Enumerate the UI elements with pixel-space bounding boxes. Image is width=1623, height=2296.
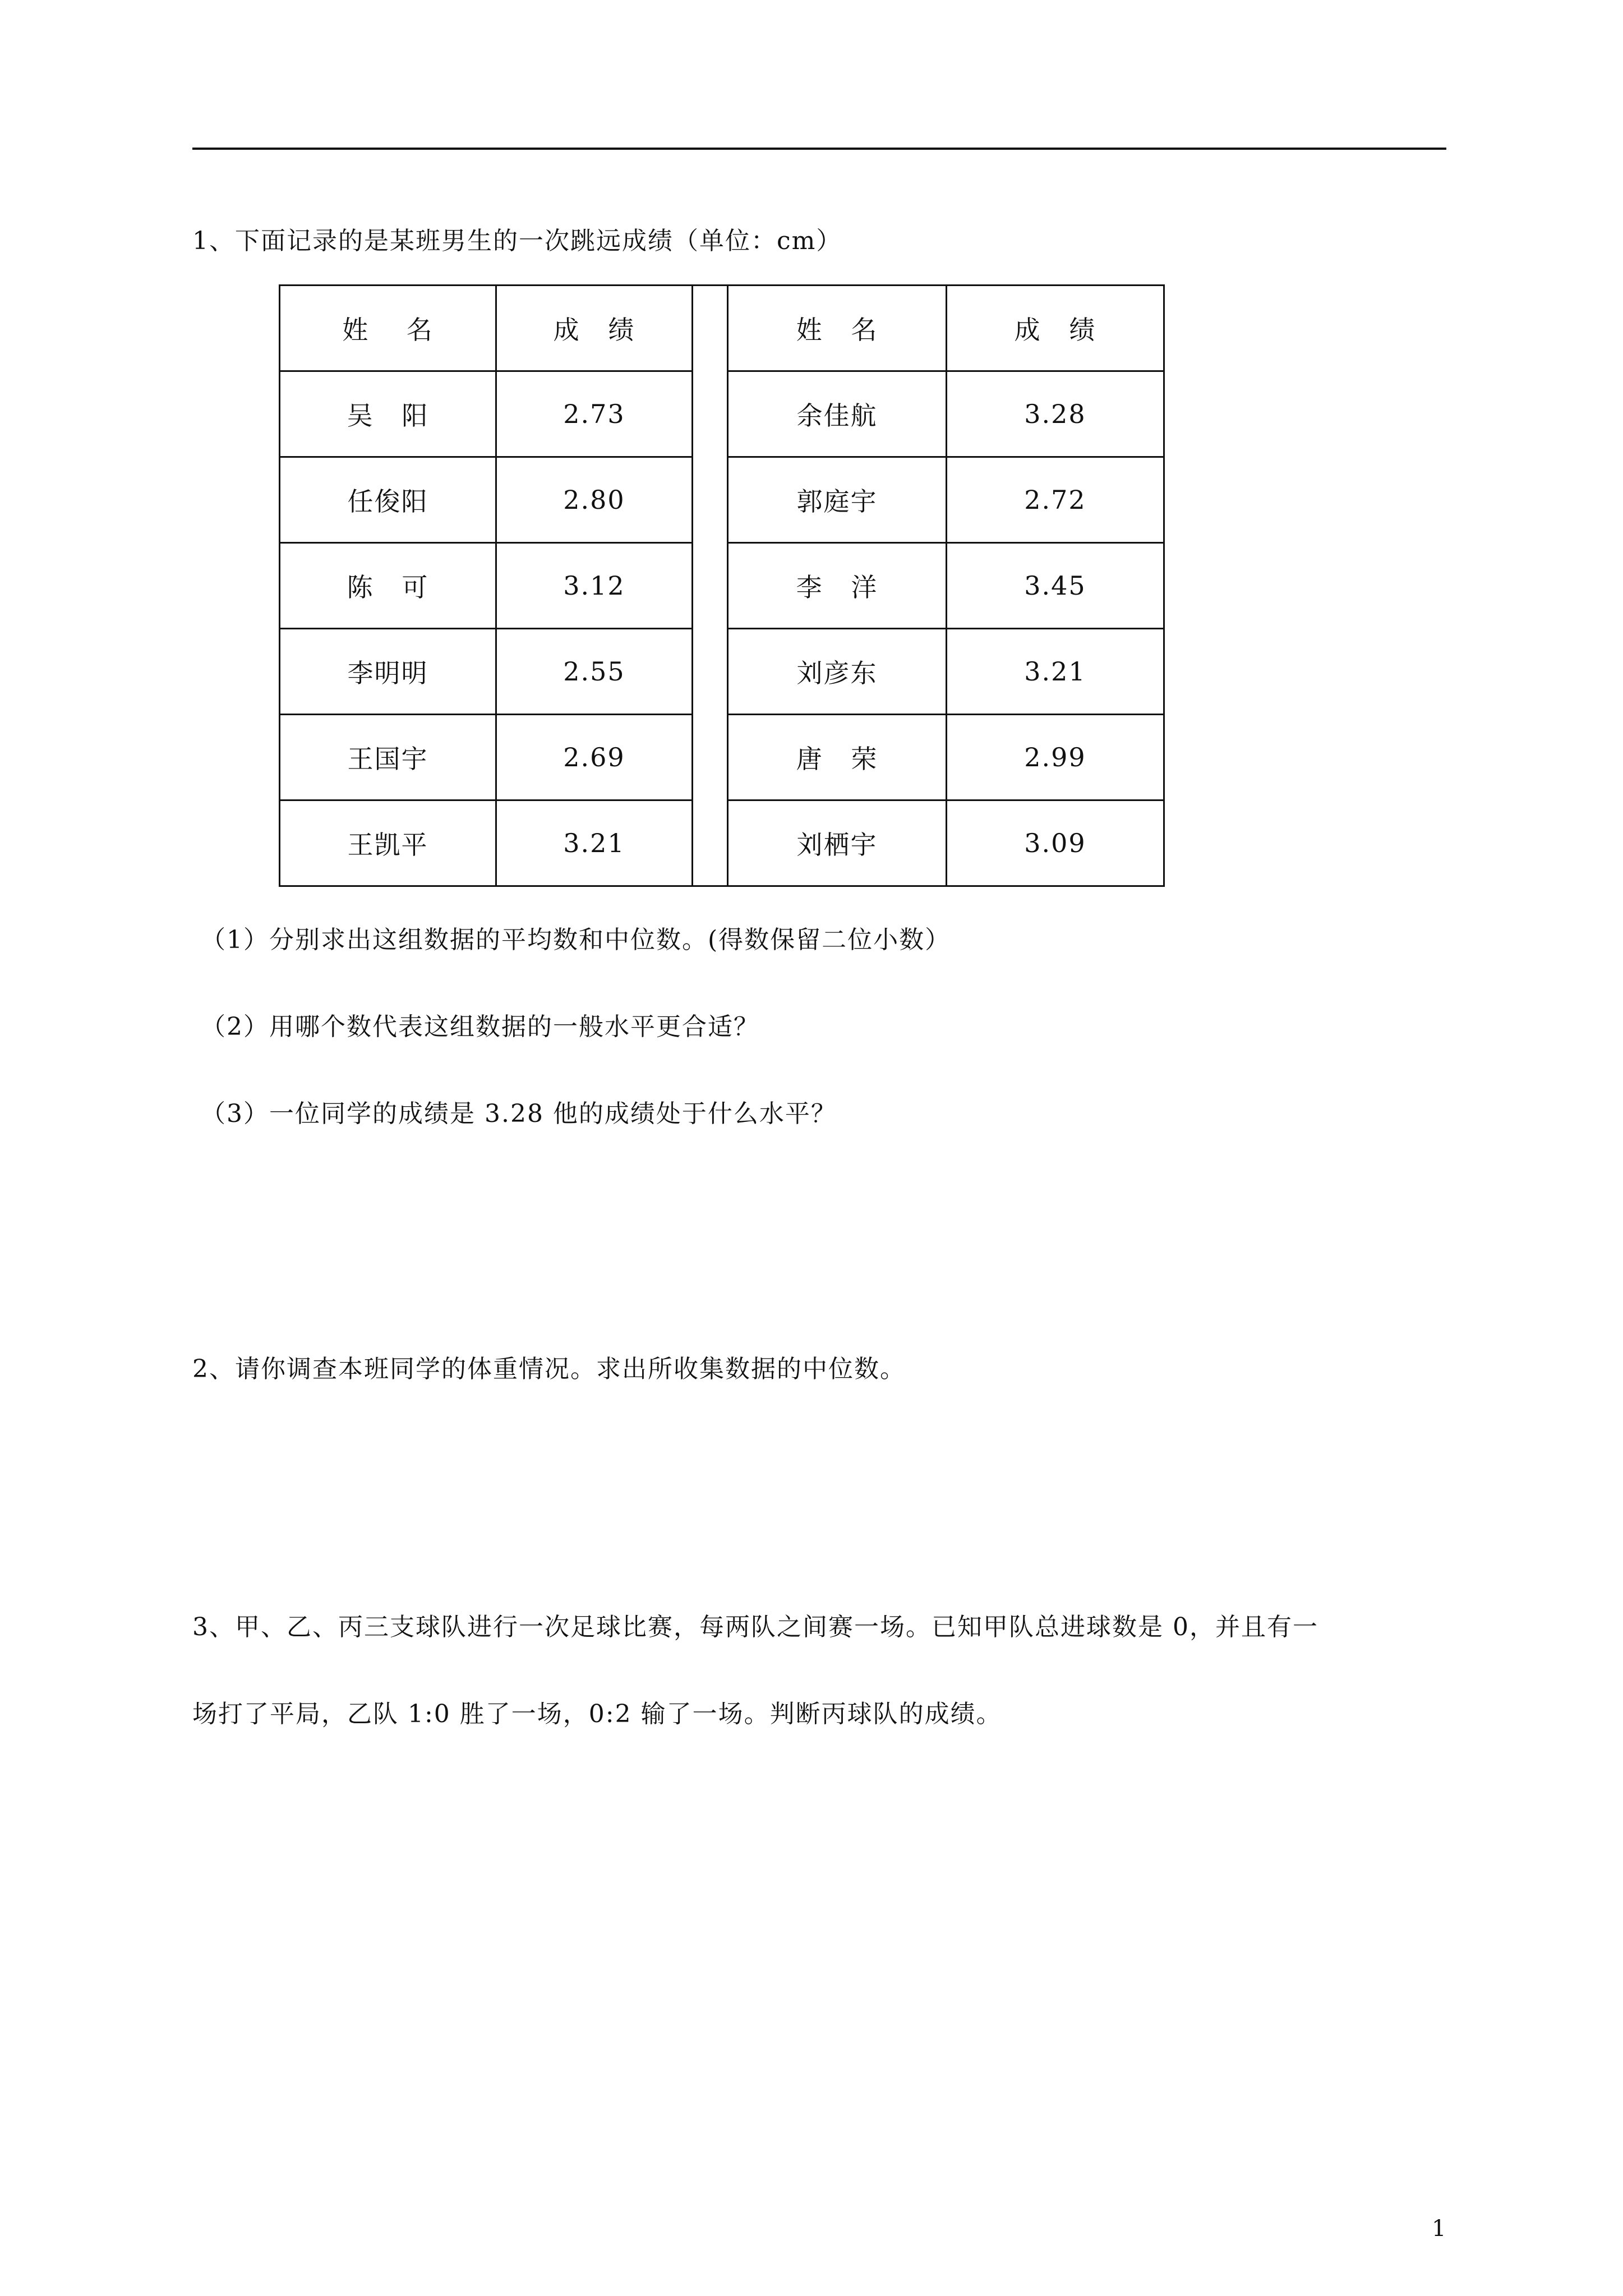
table-header-row — [280, 286, 1164, 371]
student-score: 3.12 — [496, 543, 693, 629]
question-1-part-3: （3）一位同学的成绩是 3.28 他的成绩处于什么水平？ — [201, 1099, 837, 1128]
student-name: 王凯平 — [280, 800, 496, 886]
student-name: 刘彦东 — [728, 629, 947, 715]
student-name: 郭庭宇 — [728, 457, 947, 543]
student-name: 李 洋 — [728, 543, 947, 629]
long-jump-scores-table — [279, 284, 1165, 887]
student-name: 任俊阳 — [280, 457, 496, 543]
question-2-title: 2、请你调查本班同学的体重情况。求出所收集数据的中位数。 — [192, 1355, 906, 1383]
student-name: 唐 荣 — [728, 715, 947, 800]
student-score: 3.28 — [947, 371, 1164, 457]
question-1-part-1: （1）分别求出这组数据的平均数和中位数。(得数保留二位小数） — [201, 926, 951, 954]
student-name: 王国宇 — [280, 715, 496, 800]
student-score: 2.80 — [496, 457, 693, 543]
header-score-right: 成 绩 — [947, 286, 1164, 371]
table-divider-column — [693, 286, 728, 886]
question-1-part-2: （2）用哪个数代表这组数据的一般水平更合适？ — [201, 1013, 759, 1041]
question-3-line-2: 场打了平局，乙队 1:0 胜了一场，0:2 输了一场。判断丙球队的成绩。 — [192, 1700, 1002, 1728]
student-score: 2.72 — [947, 457, 1164, 543]
student-score: 3.21 — [947, 629, 1164, 715]
header-score-left: 成 绩 — [496, 286, 693, 371]
header-name-left: 姓 名 — [280, 286, 496, 371]
student-score: 2.73 — [496, 371, 693, 457]
student-score: 3.09 — [947, 800, 1164, 886]
header-name-right: 姓 名 — [728, 286, 947, 371]
header-rule — [192, 148, 1446, 150]
question-1-title: 1、下面记录的是某班男生的一次跳远成绩（单位：cm） — [192, 227, 842, 255]
student-name: 李明明 — [280, 629, 496, 715]
student-name: 余佳航 — [728, 371, 947, 457]
student-score: 3.45 — [947, 543, 1164, 629]
student-score: 2.69 — [496, 715, 693, 800]
student-name: 刘栖宇 — [728, 800, 947, 886]
student-name: 吴 阳 — [280, 371, 496, 457]
student-name: 陈 可 — [280, 543, 496, 629]
student-score: 2.99 — [947, 715, 1164, 800]
student-score: 2.55 — [496, 629, 693, 715]
question-3-line-1: 3、甲、乙、丙三支球队进行一次足球比赛，每两队之间赛一场。已知甲队总进球数是 0，并且有一 — [192, 1613, 1318, 1641]
page-number: 1 — [1432, 2216, 1446, 2242]
student-score: 3.21 — [496, 800, 693, 886]
